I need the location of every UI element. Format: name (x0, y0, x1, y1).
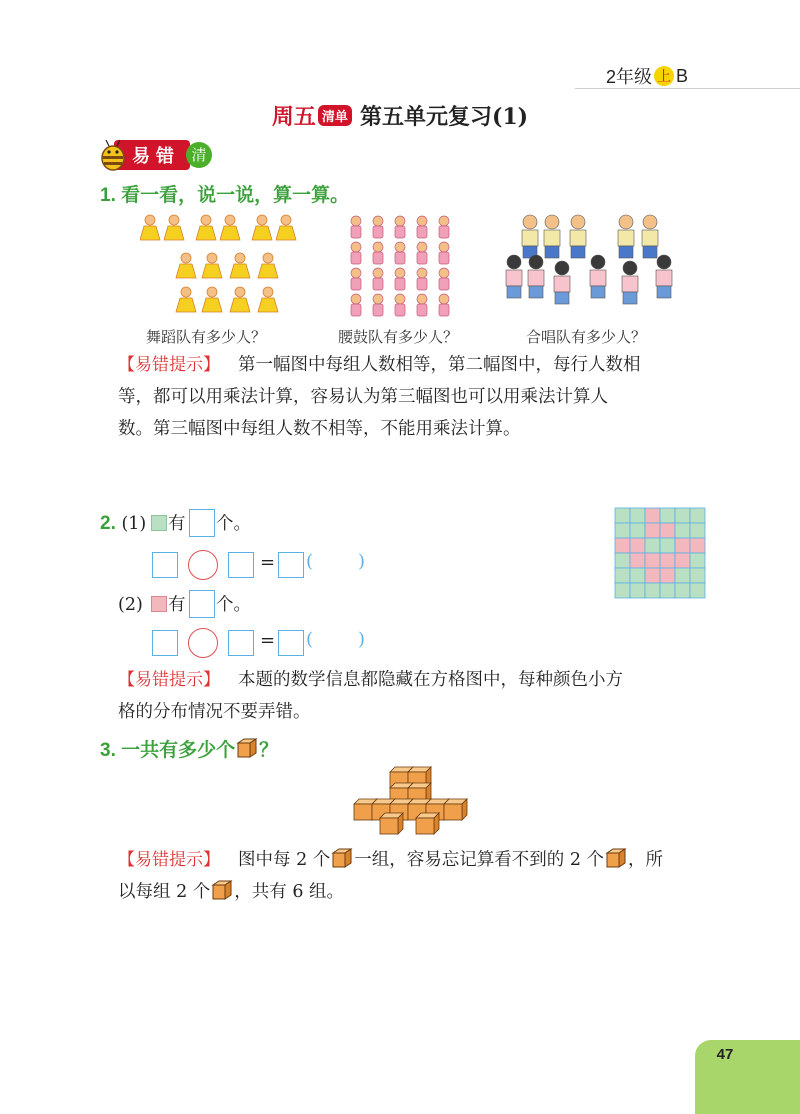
choir-illustration (500, 212, 680, 324)
q3-title-text: 3. 一共有多少个 (100, 740, 236, 761)
cube-icon (331, 847, 353, 869)
q3-tip-line1-b: 一组，容易忘记算看不到的 2 个 (354, 850, 605, 870)
grid-cell (660, 583, 675, 598)
caption-drum: 腰鼓队有多少人？ (338, 328, 459, 346)
cube (380, 813, 403, 834)
q2-part2-prefix: (2) (118, 595, 143, 615)
q2-part2-you: 有 (168, 595, 186, 615)
section-label-text: 易错 (114, 140, 190, 170)
section-label (98, 138, 212, 172)
grid-cell (690, 523, 705, 538)
q3-tip-line1-a: 图中每 2 个 (238, 850, 331, 870)
q1-tip-label: 【易错提示】 (118, 355, 220, 374)
grade-suffix: B (675, 65, 688, 86)
grid-cell (690, 583, 705, 598)
dance-team-illustration (140, 212, 312, 324)
q2-eq1-result-box[interactable] (278, 552, 304, 578)
q2-tip-line2: 格的分布情况不要弄错。 (118, 702, 311, 722)
grid-cell (690, 538, 705, 553)
q1-title: 1. 看一看，说一说，算一算。 (100, 185, 350, 206)
q3-tip (118, 844, 718, 908)
grid-cell (630, 508, 645, 523)
q2-tip-line1: 本题的数学信息都隐藏在方格图中，每种颜色小方 (238, 670, 623, 690)
q3-tip-line2-a: 以每组 2 个 (118, 882, 211, 902)
grid-cell (645, 553, 660, 568)
q3-tip-line2-b: ，共有 6 组。 (234, 882, 345, 902)
green-square-icon (151, 515, 167, 531)
grid-cell (660, 553, 675, 568)
girls-row (506, 255, 672, 304)
q2-part2-count-box[interactable] (189, 590, 215, 618)
q1-tip-line1: 第一幅图中每组人数相等，第二幅图中，每行人数相 (238, 355, 641, 375)
q2-part1-you: 有 (168, 514, 186, 534)
cube (444, 799, 467, 820)
grid-cell (615, 583, 630, 598)
grid-cell (660, 508, 675, 523)
grid-cell (645, 508, 660, 523)
page-title (0, 100, 800, 131)
grid-cell (645, 523, 660, 538)
q3-title (100, 735, 278, 762)
title-day: 周五 (271, 104, 316, 130)
q2-eq2-result-box[interactable] (278, 630, 304, 656)
q2-eq1-box1[interactable] (152, 552, 178, 578)
pink-square-icon (151, 596, 167, 612)
grade-label (606, 63, 688, 89)
grid-cell (690, 568, 705, 583)
q2-part1-count-box[interactable] (189, 509, 215, 537)
grid-cell (675, 568, 690, 583)
grid-cell (615, 523, 630, 538)
q2-eq2-paren-close: ) (358, 629, 366, 650)
drum-team-illustration (348, 214, 460, 324)
grid-cell (675, 508, 690, 523)
q2-eq2-equals: = (260, 630, 276, 651)
grid-cell (645, 538, 660, 553)
q2-eq2-operator-circle[interactable] (188, 628, 218, 658)
grid-cell (630, 568, 645, 583)
title-unit: 第五单元复习(1) (359, 104, 529, 130)
grid-cell (615, 568, 630, 583)
q2-eq1-box2[interactable] (228, 552, 254, 578)
q2-eq1-operator-circle[interactable] (188, 550, 218, 580)
grid-cell (690, 553, 705, 568)
stacked-cubes-illustration (350, 766, 470, 838)
q2-tip (118, 664, 708, 728)
boys-row (522, 215, 658, 258)
header-divider (575, 88, 800, 89)
caption-choir: 合唱队有多少人？ (526, 328, 647, 346)
cube-icon (605, 847, 627, 869)
q2-number: 2. (100, 513, 116, 534)
q2-part2-ge: 个。 (216, 595, 251, 615)
bee-icon (98, 138, 128, 172)
page-number-tab (695, 1040, 800, 1114)
title-badge: 清单 (318, 105, 352, 126)
grid-cell (615, 553, 630, 568)
grid-cell (675, 523, 690, 538)
grid-cell (645, 568, 660, 583)
grid-cell (615, 508, 630, 523)
q2-eq2-box2[interactable] (228, 630, 254, 656)
q2-eq1-paren-close: ) (358, 551, 366, 572)
section-label-circle: 清 (186, 142, 212, 168)
q2-eq1-paren-open: ( (306, 551, 314, 572)
grid-cell (660, 523, 675, 538)
grid-cell (615, 538, 630, 553)
q2-part1-prefix: (1) (121, 514, 147, 534)
cube (416, 813, 439, 834)
q1-tip-line3: 数。第三幅图中每组人数不相等，不能用乘法计算。 (118, 419, 521, 439)
grid-cell (690, 508, 705, 523)
grid-cell (630, 523, 645, 538)
grade-circle: 上 (654, 66, 674, 86)
q2-tip-label: 【易错提示】 (118, 670, 220, 689)
grid-cell (675, 538, 690, 553)
color-grid (614, 507, 706, 599)
grid-cell (675, 583, 690, 598)
q1-tip (118, 349, 708, 445)
cube-icon (236, 737, 258, 759)
caption-dance: 舞蹈队有多少人？ (146, 328, 267, 346)
grid-cell (630, 538, 645, 553)
cube-icon (211, 879, 233, 901)
page-number: 47 (716, 1046, 734, 1063)
q2-eq1-equals: = (260, 552, 276, 573)
q2-part1-ge: 个。 (216, 514, 251, 534)
q2-eq2-paren-open: ( (306, 629, 314, 650)
grid-cell (630, 553, 645, 568)
grid-cell (660, 538, 675, 553)
grid-cell (675, 553, 690, 568)
dancer-group (140, 215, 296, 240)
q2-eq2-box1[interactable] (152, 630, 178, 656)
q1-tip-line2: 等，都可以用乘法计算，容易认为第三幅图也可以用乘法计算人 (118, 387, 608, 407)
q2-part1-row (100, 508, 146, 540)
grade-prefix: 2年级 (605, 67, 652, 87)
grid-cell (660, 568, 675, 583)
grid-cell (645, 583, 660, 598)
grid-cell (630, 583, 645, 598)
q3-qmark: ？ (259, 740, 279, 761)
q3-tip-label: 【易错提示】 (118, 850, 220, 869)
q3-tip-line1-c: ，所 (628, 850, 664, 870)
